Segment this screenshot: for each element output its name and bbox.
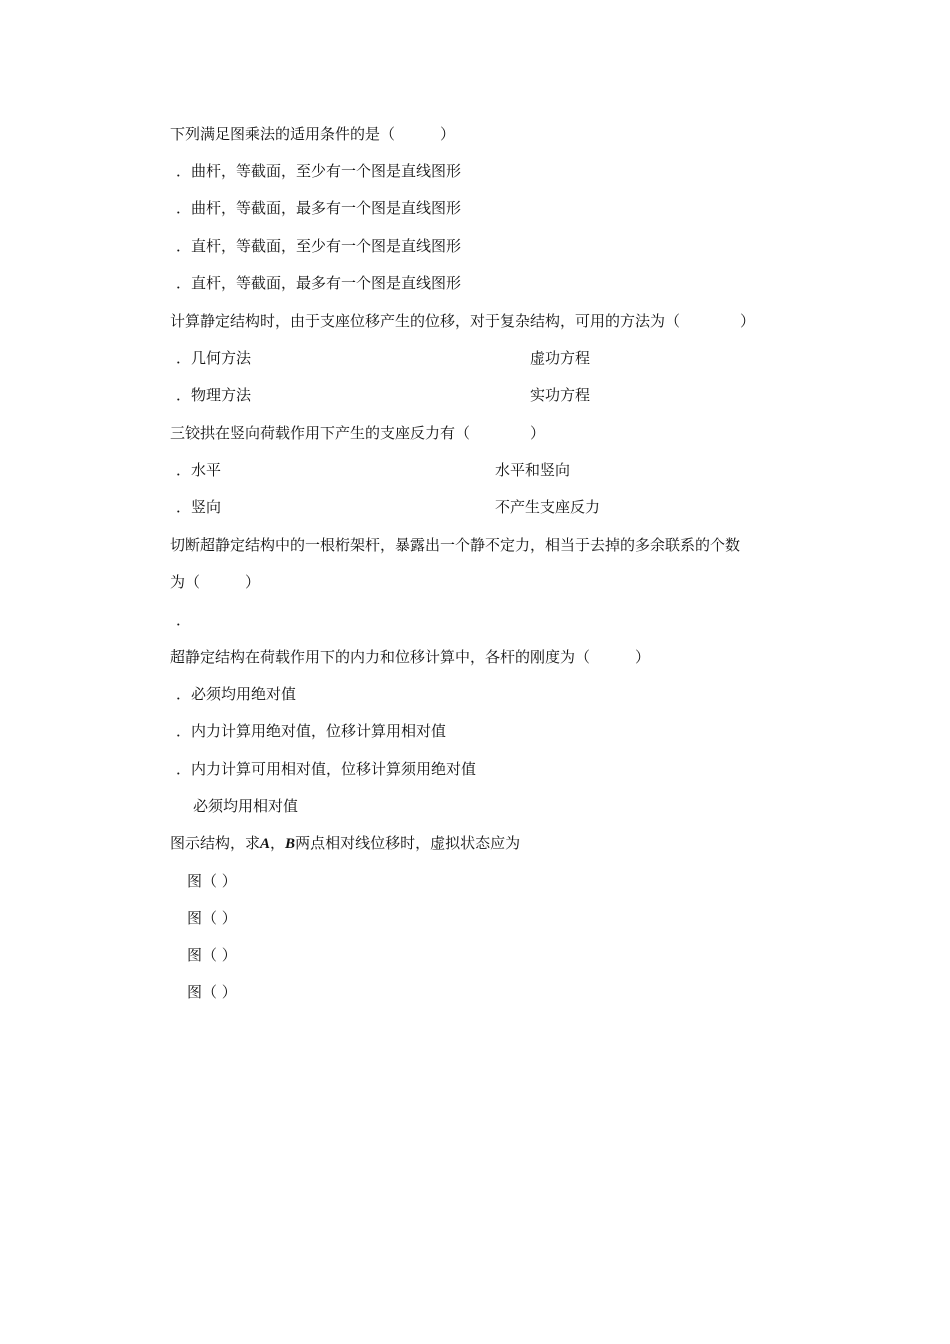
question-6-stem-post: 两点相对线位移时，虚拟状态应为 [295, 834, 521, 852]
question-3-option-b: 水平和竖向 [495, 461, 571, 479]
question-3-option-d: 不产生支座反力 [495, 498, 601, 516]
question-2-stem: 计算静定结构时，由于支座位移产生的位移，对于复杂结构，可用的方法为（ ） [170, 312, 756, 330]
question-5-option-a: ．必须均用绝对值 [176, 685, 297, 703]
question-1-option-d: ．直杆，等截面，最多有一个图是直线图形 [176, 274, 462, 292]
question-6-option-c: 图（ ） [187, 946, 237, 964]
question-5-option-c: ．内力计算可用相对值，位移计算须用绝对值 [176, 760, 477, 778]
question-2-option-c: ．物理方法 [176, 386, 252, 404]
question-1-option-c: ．直杆，等截面，至少有一个图是直线图形 [176, 237, 462, 255]
question-3-option-c: ．竖向 [176, 498, 222, 516]
question-6-stem [170, 833, 520, 854]
question-2-option-a: ．几何方法 [176, 349, 252, 367]
question-6-stem-pre: 图示结构，求 [170, 834, 261, 852]
question-5-option-d: 必须均用相对值 [193, 797, 299, 815]
question-5-stem: 超静定结构在荷载作用下的内力和位移计算中，各杆的刚度为（ ） [170, 648, 651, 666]
question-5-option-b: ．内力计算用绝对值，位移计算用相对值 [176, 722, 447, 740]
question-3-stem: 三铰拱在竖向荷载作用下产生的支座反力有（ ） [170, 424, 546, 442]
question-6-option-d: 图（ ） [187, 983, 237, 1001]
question-4-option-a: ． [176, 611, 192, 629]
question-1-stem: 下列满足图乘法的适用条件的是（ ） [170, 125, 456, 143]
question-1-option-a: ．曲杆，等截面，至少有一个图是直线图形 [176, 162, 462, 180]
point-b-label: B [285, 836, 296, 852]
question-1-option-b: ．曲杆，等截面，最多有一个图是直线图形 [176, 199, 462, 217]
question-6-separator: ， [270, 834, 286, 852]
question-6-option-a: 图（ ） [187, 872, 237, 890]
question-4-stem-line-1: 切断超静定结构中的一根桁架杆，暴露出一个静不定力，相当于去掉的多余联系的个数 [170, 536, 741, 554]
question-2-option-b: 虚功方程 [530, 349, 591, 367]
question-2-option-d: 实功方程 [530, 386, 591, 404]
question-3-option-a: ．水平 [176, 461, 222, 479]
point-a-label: A [260, 836, 271, 852]
question-6-option-b: 图（ ） [187, 909, 237, 927]
question-4-stem-line-2: 为（ ） [170, 573, 261, 591]
